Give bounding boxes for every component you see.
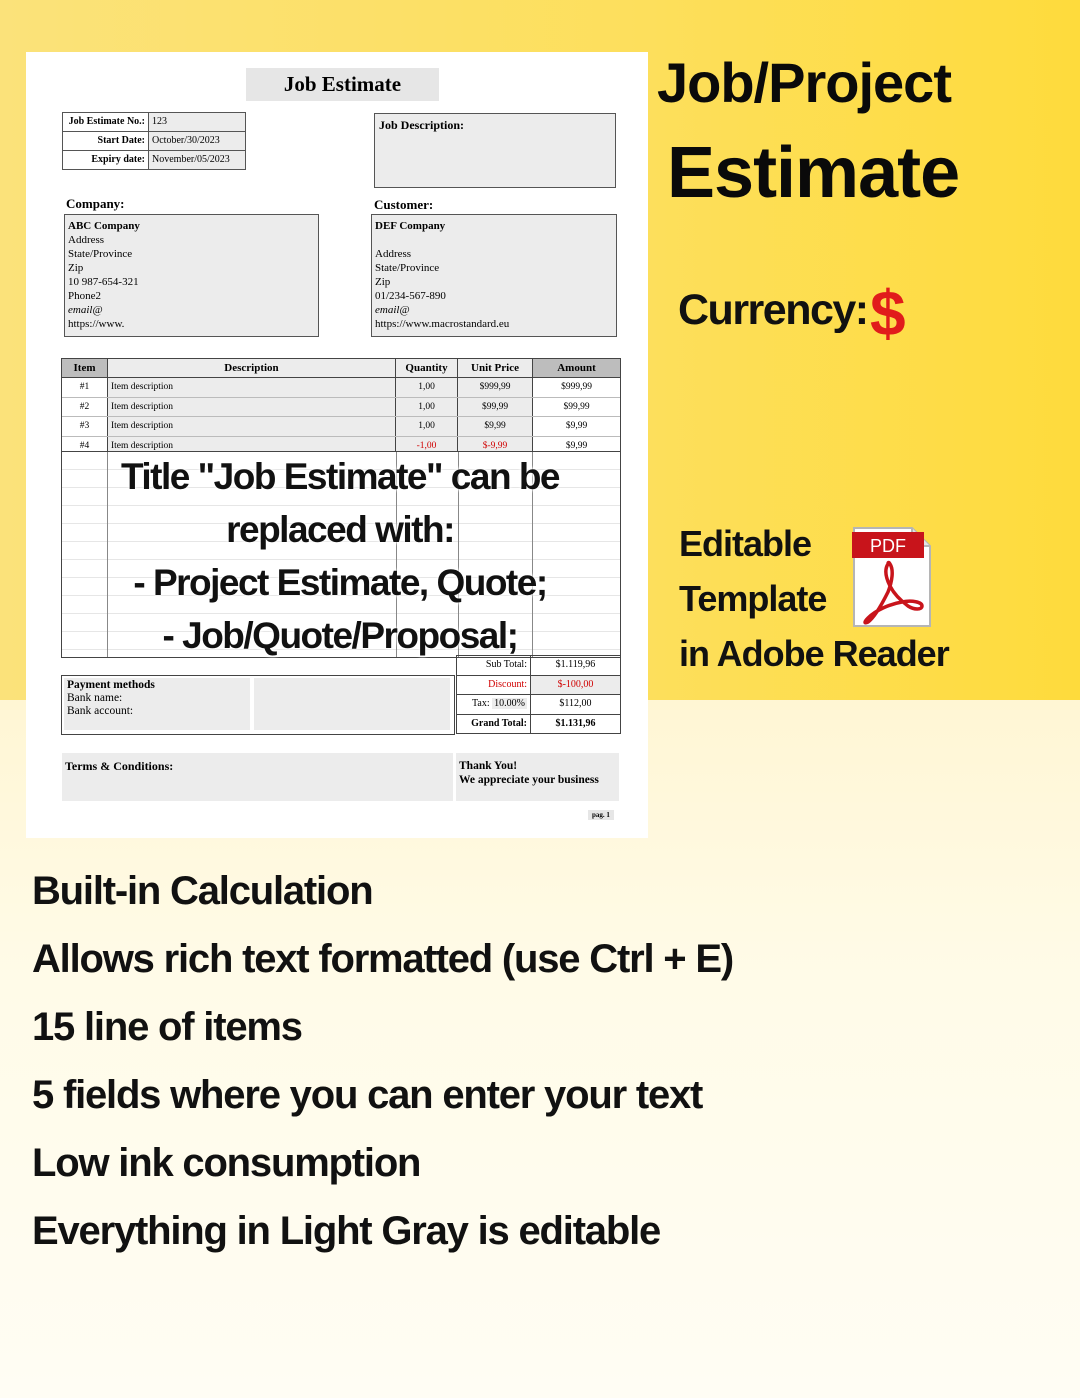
- job-description-field[interactable]: [374, 113, 616, 188]
- item-description-field[interactable]: Item description: [108, 378, 396, 397]
- company-line: email@: [68, 304, 103, 316]
- item-quantity-field[interactable]: 1,00: [396, 398, 458, 417]
- item-number: #2: [62, 398, 108, 417]
- header-amount: Amount: [557, 362, 596, 374]
- feature-item: 5 fields where you can enter your text: [32, 1073, 703, 1117]
- tax-row: [457, 695, 620, 715]
- meta-row-start: [63, 132, 245, 151]
- meta-row-expiry: [63, 151, 245, 169]
- replace-title-note: [61, 450, 619, 662]
- feature-item: Everything in Light Gray is editable: [32, 1209, 661, 1253]
- item-number: #1: [62, 378, 108, 397]
- estimate-sheet: [26, 52, 648, 838]
- payment-account-label: Bank account:: [67, 705, 134, 717]
- meta-row-number: [63, 113, 245, 132]
- payment-bank-label: Bank name:: [67, 692, 123, 704]
- terms-label: Terms & Conditions:: [65, 759, 174, 773]
- tax-rate-field[interactable]: 10.00%: [494, 698, 525, 710]
- company-line: 10 987-654-321: [68, 276, 139, 288]
- currency-label: Currency:: [678, 286, 868, 334]
- tax-label-cell: [457, 695, 531, 714]
- terms-field[interactable]: [62, 753, 453, 801]
- subtotal-row: [457, 656, 620, 676]
- subtotal-value: $1.119,96: [555, 659, 596, 670]
- items-header-row: [62, 359, 620, 378]
- editable-line: Editable: [679, 523, 812, 564]
- feature-item: 15 line of items: [32, 1005, 302, 1049]
- customer-line: https://www.macrostandard.eu: [375, 318, 510, 330]
- feature-item: Low ink consumption: [32, 1141, 421, 1185]
- table-row: [62, 417, 620, 437]
- meta-label: Start Date:: [63, 132, 149, 150]
- subtotal-label: Sub Total:: [457, 656, 531, 675]
- estimate-number-field[interactable]: 123: [149, 113, 245, 131]
- company-line: Address: [68, 234, 105, 246]
- item-quantity-field[interactable]: 1,00: [396, 417, 458, 436]
- customer-line: [375, 233, 613, 247]
- item-unit-price-field[interactable]: $9,99: [458, 417, 533, 436]
- meta-table: [62, 112, 246, 170]
- pdf-file-icon: [852, 526, 932, 628]
- item-description-field[interactable]: Item description: [108, 398, 396, 417]
- meta-label: Expiry date:: [63, 151, 149, 169]
- payment-title: Payment methods: [67, 679, 155, 691]
- totals-table: [456, 655, 621, 734]
- customer-line: State/Province: [375, 262, 440, 274]
- item-description-field[interactable]: Item description: [108, 437, 396, 456]
- payment-details-field[interactable]: [254, 678, 450, 730]
- item-unit-price-field[interactable]: $-9,99: [458, 437, 533, 456]
- editable-line: in Adobe Reader: [679, 633, 949, 674]
- table-row: [62, 398, 620, 418]
- customer-line: email@: [375, 304, 410, 316]
- heading-line-2: Estimate: [667, 133, 960, 213]
- customer-name: DEF Company: [375, 220, 446, 232]
- payment-methods-box: [61, 675, 455, 735]
- company-name: ABC Company: [68, 220, 140, 232]
- company-line: Zip: [68, 262, 84, 274]
- company-line: Phone2: [68, 290, 101, 302]
- page-number: pag. 1: [588, 810, 614, 820]
- customer-address-field[interactable]: [371, 214, 617, 337]
- table-row: [62, 378, 620, 398]
- item-amount: $999,99: [561, 382, 592, 392]
- discount-label: Discount:: [457, 676, 531, 695]
- item-amount: $9,99: [565, 440, 588, 451]
- item-quantity-field[interactable]: -1,00: [396, 437, 458, 456]
- item-amount: $9,99: [565, 421, 588, 431]
- item-unit-price-field[interactable]: $999,99: [458, 378, 533, 397]
- expiry-date-field[interactable]: November/05/2023: [149, 151, 245, 169]
- thanks-line: Thank You!: [459, 760, 518, 772]
- company-address-field[interactable]: [64, 214, 319, 337]
- item-quantity-field[interactable]: 1,00: [396, 378, 458, 397]
- header-description: Description: [108, 359, 396, 377]
- tax-value: $112,00: [559, 698, 592, 710]
- pdf-badge-text: PDF: [870, 536, 906, 556]
- note-line: replaced with:: [226, 509, 454, 550]
- grand-total-label: Grand Total:: [457, 715, 531, 734]
- feature-list: [32, 858, 733, 1266]
- document-title[interactable]: Job Estimate: [246, 68, 439, 101]
- grand-total-row: [457, 715, 620, 734]
- grand-total-value: $1.131,96: [555, 717, 596, 729]
- editable-line: Template: [679, 578, 827, 619]
- customer-label: Customer:: [374, 197, 434, 212]
- header-unit-price: Unit Price: [458, 359, 533, 377]
- customer-line: Zip: [375, 276, 391, 288]
- customer-line: 01/234-567-890: [375, 290, 446, 302]
- thanks-field[interactable]: [456, 753, 619, 801]
- currency-symbol: $: [870, 277, 906, 349]
- item-unit-price-field[interactable]: $99,99: [458, 398, 533, 417]
- feature-item: Built-in Calculation: [32, 869, 373, 913]
- discount-row: [457, 676, 620, 696]
- meta-label: Job Estimate No.:: [63, 113, 149, 131]
- tax-label: Tax:: [472, 698, 490, 710]
- thanks-line: We appreciate your business: [459, 774, 599, 786]
- item-number: #3: [62, 417, 108, 436]
- items-table: [61, 358, 621, 456]
- header-quantity: Quantity: [396, 359, 458, 377]
- item-number: #4: [62, 437, 108, 456]
- item-description-field[interactable]: Item description: [108, 417, 396, 436]
- header-item: Item: [62, 359, 108, 377]
- job-description-label: Job Description:: [379, 118, 464, 132]
- company-line: State/Province: [68, 248, 133, 260]
- start-date-field[interactable]: October/30/2023: [149, 132, 245, 150]
- heading-line-1: Job/Project: [657, 51, 951, 114]
- note-line: - Project Estimate, Quote;: [133, 562, 547, 603]
- item-amount: $99,99: [563, 401, 590, 412]
- note-line: - Job/Quote/Proposal;: [162, 615, 518, 656]
- feature-item: Allows rich text formatted (use Ctrl + E): [32, 937, 733, 981]
- company-label: Company:: [66, 196, 125, 211]
- note-line: Title "Job Estimate" can be: [120, 456, 560, 497]
- discount-field[interactable]: $-100,00: [531, 676, 620, 695]
- payment-methods-field[interactable]: [64, 678, 250, 730]
- customer-line: Address: [375, 248, 412, 260]
- company-line: https://www.: [68, 318, 125, 330]
